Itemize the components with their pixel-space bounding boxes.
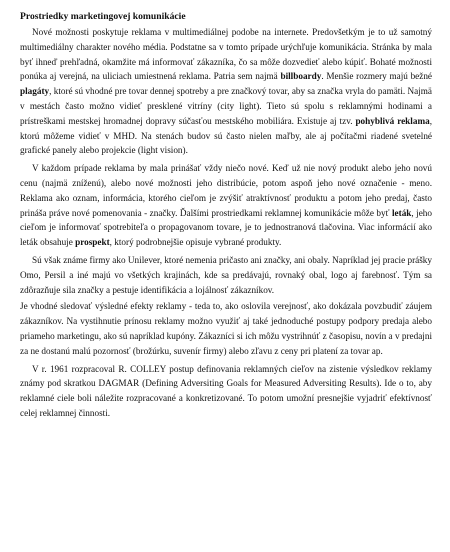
document-title: Prostriedky marketingovej komunikácie: [20, 11, 186, 22]
bold-term-letak: leták: [392, 207, 412, 218]
paragraph-text: , jeho cieľom je informovať spotrebiteľa o propagovanom tovare, je to jednostranová tlačovina. Viac informácií ako leták obsahuje: [20, 207, 432, 248]
paragraph-text: , ktorý podrobnejšie opisuje vybrané produkty.: [109, 237, 282, 248]
bold-term-pohybliva-reklama: pohyblivá reklama: [355, 115, 430, 126]
bold-term-prospekt: prospekt: [75, 237, 110, 248]
paragraph-novelty-leaflets: [20, 161, 432, 250]
paragraph-internet-outdoor-advertising: [20, 25, 432, 158]
paragraph-brand-consistency: Sú však známe firmy ako Unilever, ktoré nemenia pričasto ani značky, ani obaly. Napríklad jej pracie prášky Omo, Persil a iné majú vo všetkých krajinách, kde sa predávajú, rovnaký obal, logo aj farebnosť. Tým sa zdôrazňuje sila značky a pestuje identifikácia a lojálnosť zákazníkov.: [20, 254, 432, 295]
paragraph-text: . Menšie rozmery majú bežné: [321, 71, 432, 82]
bold-term-plagaty: plagáty: [20, 86, 50, 97]
paragraph-text: , ktorú môžeme vidieť v MHD. Na stenách budov sú často nielen maľby, ale aj počítačmi riadené svetelné grafické panely alebo projekcie (light vision).: [20, 115, 432, 156]
paragraph-advertising-effects: Je vhodné sledovať výsledné efekty reklamy - teda to, ako oslovila verejnosť, ako dokázala povzbudiť záujem zákazníkov. Na vystihnutie prínosu reklamy možno využiť aj také jednoduché postupy podpory predaja alebo priameho marketingu, ako sú napríklad kupóny. Zákazníci si ich môžu vystrihnúť z časopisu, novín a v predajni za ne dostanú malú pozornosť (brožúrku, suvenír firmy) alebo zľavu z ceny pri platení za tovar ap.: [20, 301, 432, 356]
paragraph-text: Nové možnosti poskytuje reklama v multimediálnej podobe na internete. Predovšetkým je to už samotný multimediálny charakter nového média. Podstatne sa v tomto prípade urýchľuje komunikácia. Stránka by mala byť ihneď prehľadná, okamžite má informovať zákazníka, čo sa môže dozvedieť alebo kúpiť. Bohaté možnosti ponúka aj verejná, na uliciach umiestnená reklama. Patria sem najmä: [20, 27, 432, 82]
paragraph-text: , ktoré sú vhodné pre tovar dennej spotreby a pre značkový tovar, aby sa značka vryla do pamäti. Najmä v mestách často možno vidieť presklené vitríny (city light). Tieto sú spolu s reklamnými hodinami a prístreškami mestskej hromadnej dopravy súčasťou mestského mobiliára. Existuje aj tzv.: [20, 86, 432, 126]
bold-term-billboardy: billboardy: [280, 71, 322, 82]
paragraph-dagmar: V r. 1961 rozpracoval R. COLLEY postup definovania reklamných cieľov na zistenie výsledkov reklamy známy pod skratkou DAGMAR (Defining Adversiting Goals for Measured Adversiting Results). Ide o to, aby reklamné ciele boli náležite rozpracované a konkretizované. To potom umožní presnejšie vyjadriť efektívnosť celej reklamnej činnosti.: [20, 363, 432, 418]
paragraph-text: V každom prípade reklama by mala prinášať vždy niečo nové. Keď už nie nový produkt alebo jeho novú cenu (najmä zníženú), alebo nové možnosti jeho distribúcie, potom aspoň jeho nové označenie - meno. Reklama ako oznam, informácia, ktorého cieľom je zvýšiť atraktívnosť produktu a potom jeho predaj, často prináša práve nové pomenovania - značky. Ďalšími prostriedkami reklamnej komunikácie môže byť: [20, 163, 432, 218]
